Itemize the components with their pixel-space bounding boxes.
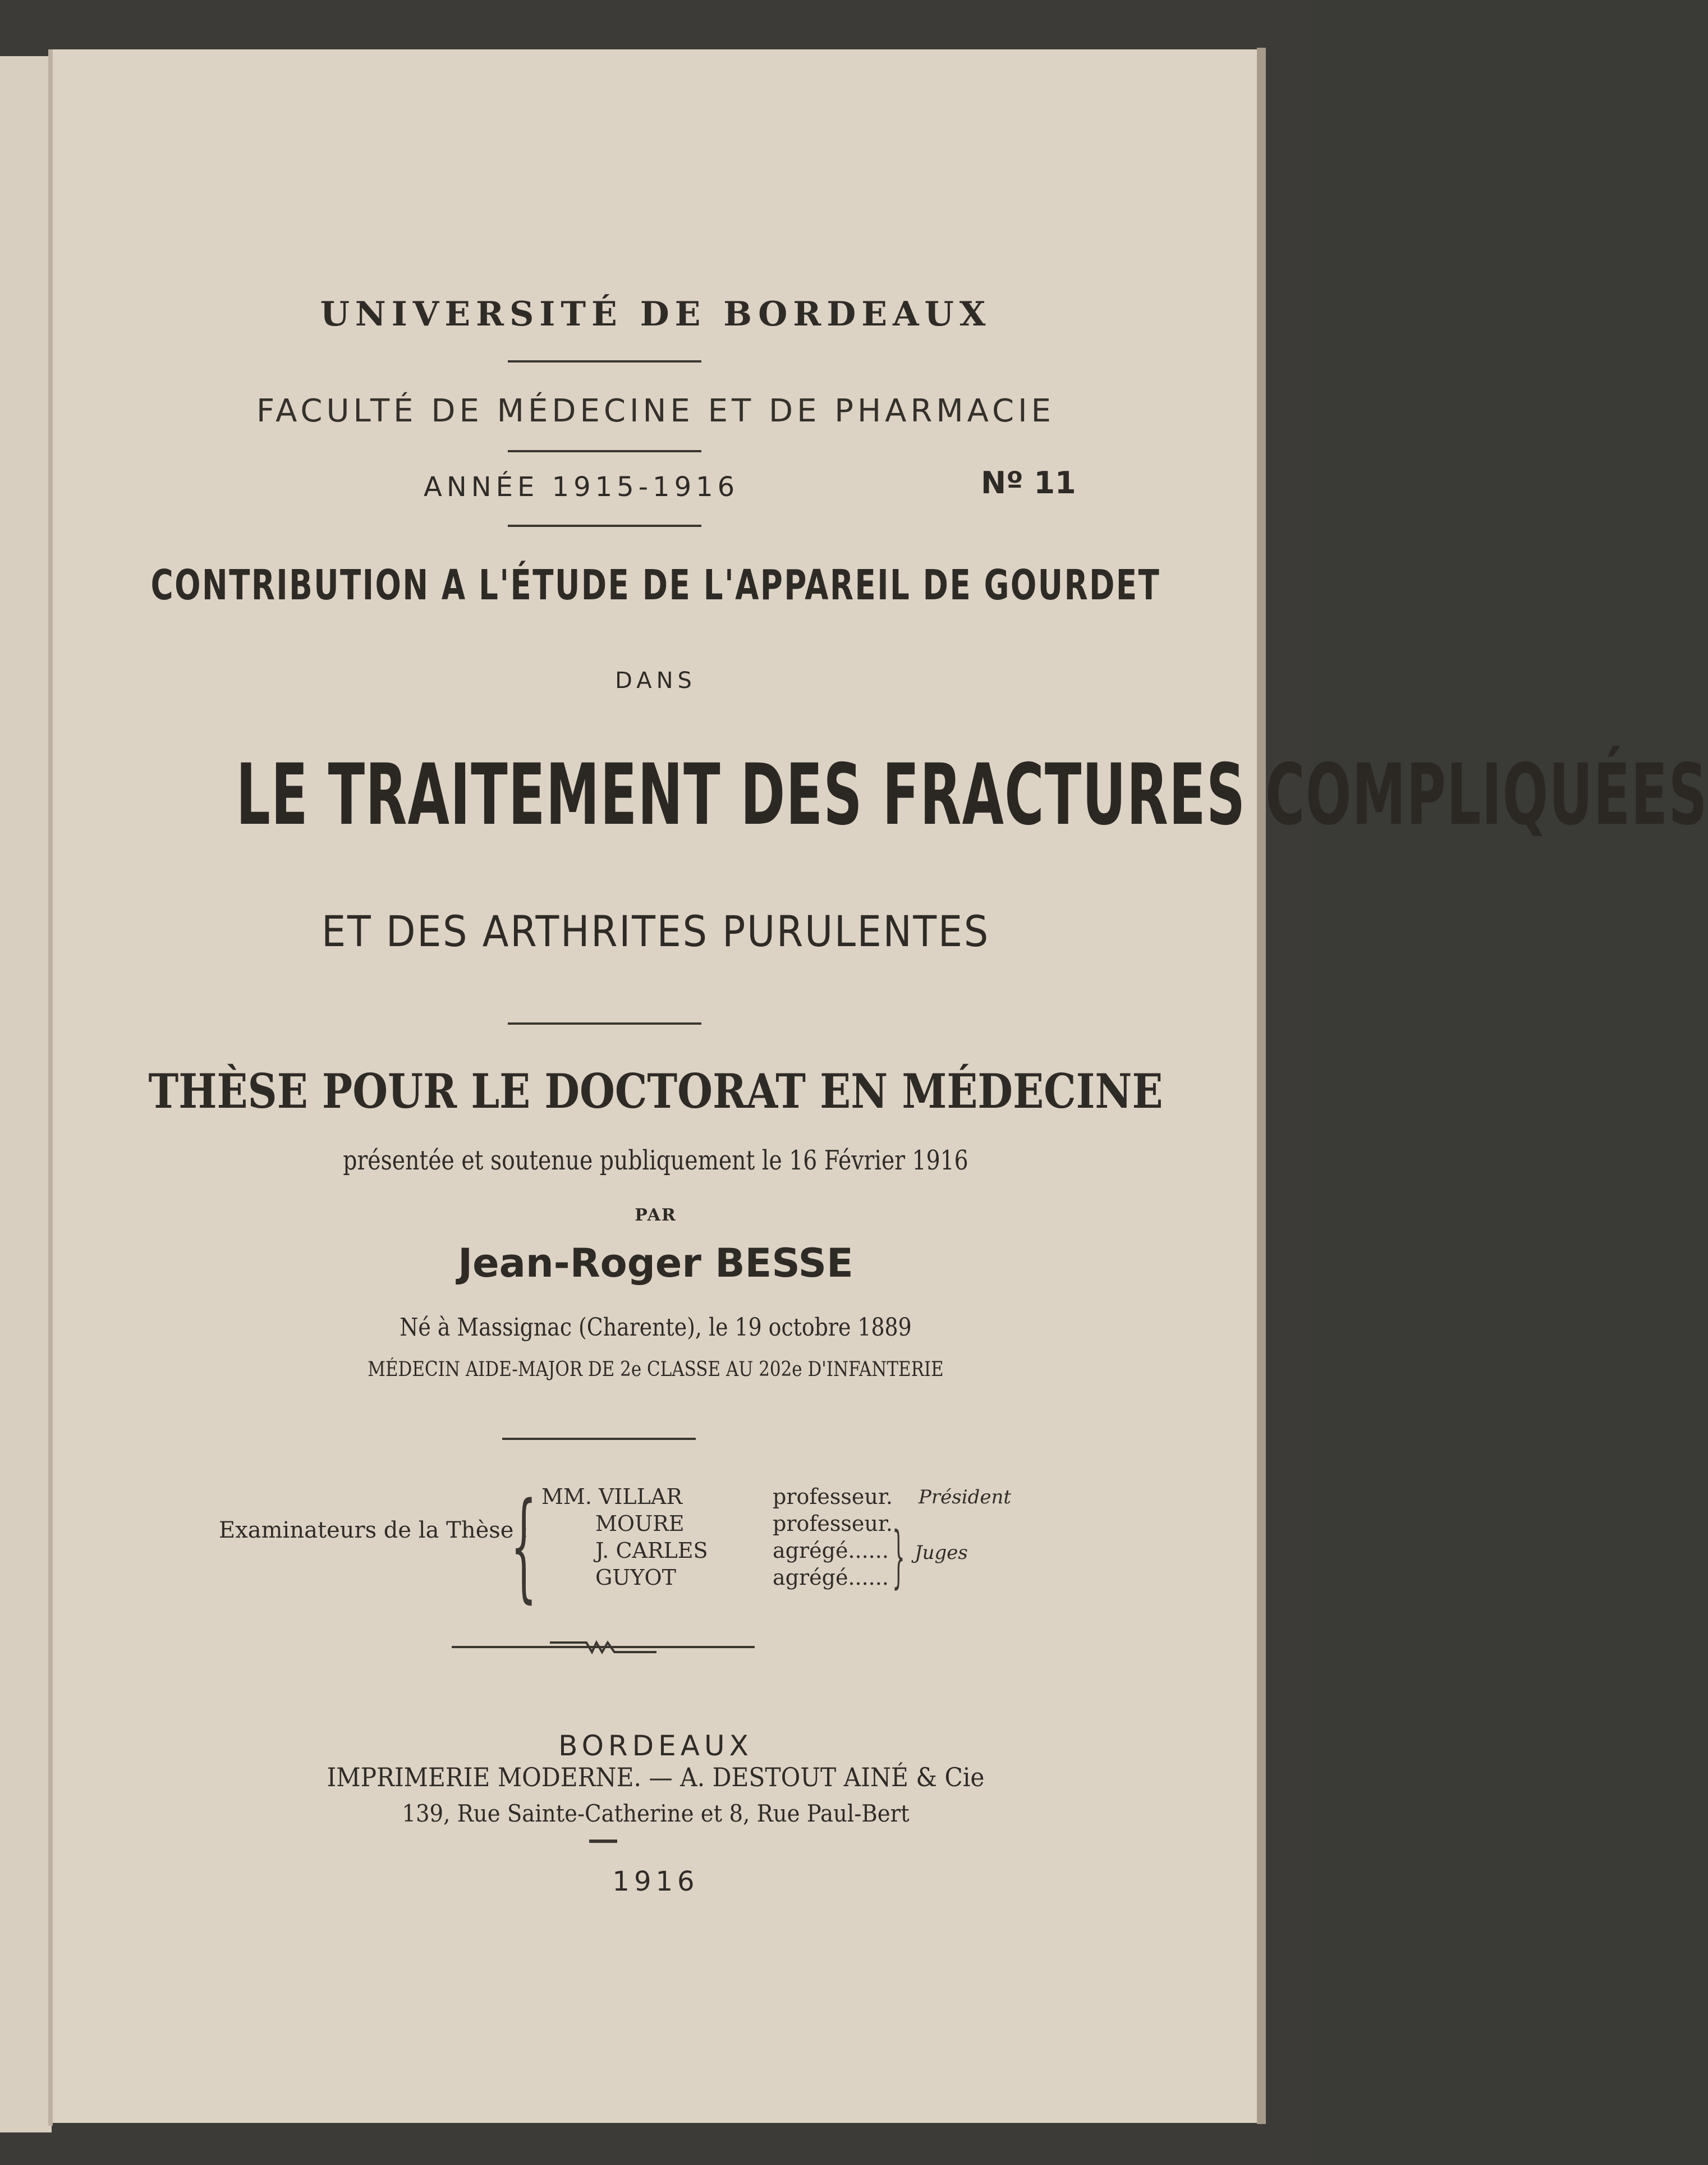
title-main: LE TRAITEMENT DES FRACTURES COMPLIQUÉES	[236, 746, 1708, 844]
par-label: PAR	[635, 1205, 677, 1225]
title-dans: DANS	[615, 668, 696, 694]
divider	[502, 1438, 696, 1440]
short-rule	[589, 1840, 617, 1843]
divider	[508, 525, 701, 527]
divider	[508, 360, 701, 363]
presentation-date: présentée et soutenue publiquement le 16 Février 1916	[343, 1145, 968, 1176]
faculty-name: FACULTÉ DE MÉDECINE ET DE PHARMACIE	[256, 393, 1055, 429]
examiner-name: MOURE	[595, 1511, 685, 1536]
thesis-heading: THÈSE POUR LE DOCTORAT EN MÉDECINE	[148, 1063, 1163, 1119]
academic-year: ANNÉE 1915-1916	[424, 471, 740, 503]
role-juges: Juges	[915, 1542, 968, 1564]
examiner-name: MM. VILLAR	[541, 1484, 682, 1509]
examiners-label: Examinateurs de la Thèse :	[219, 1517, 529, 1543]
imprint-city: BORDEAUX	[558, 1730, 753, 1762]
thesis-number: Nº 11	[981, 465, 1076, 501]
examiner-name: GUYOT	[595, 1565, 676, 1590]
divider	[508, 1022, 701, 1025]
examiners-brace: {	[511, 1477, 537, 1614]
title-sub: ET DES ARTHRITES PURULENTES	[322, 906, 990, 956]
imprint-printer: IMPRIMERIE MODERNE. — A. DESTOUT AINÉ & Cie	[327, 1762, 985, 1792]
examiner-title: agrégé......	[773, 1538, 889, 1563]
role-president: Président	[919, 1486, 1012, 1508]
divider	[508, 450, 701, 452]
author-name: Jean-Roger BESSE	[458, 1240, 853, 1286]
author-birth: Né à Massignac (Charente), le 19 octobre 1889	[400, 1313, 912, 1342]
university-name: UNIVERSITÉ DE BORDEAUX	[320, 295, 991, 334]
examiner-title: agrégé......	[773, 1565, 889, 1590]
ornamental-rule	[452, 1639, 755, 1655]
examiner-name: J. CARLES	[595, 1538, 708, 1563]
imprint-address: 139, Rue Sainte-Catherine et 8, Rue Paul-Bert	[402, 1800, 910, 1827]
juges-brace: }	[892, 1518, 905, 1596]
examiner-title: professeur.	[773, 1511, 893, 1536]
title-contribution: CONTRIBUTION A L'ÉTUDE DE L'APPAREIL DE GOURDET	[150, 561, 1161, 609]
imprint-year: 1916	[612, 1866, 699, 1897]
examiner-title: professeur.	[773, 1484, 893, 1509]
author-rank: MÉDECIN AIDE-MAJOR DE 2e CLASSE AU 202e D'INFANTERIE	[368, 1358, 944, 1381]
